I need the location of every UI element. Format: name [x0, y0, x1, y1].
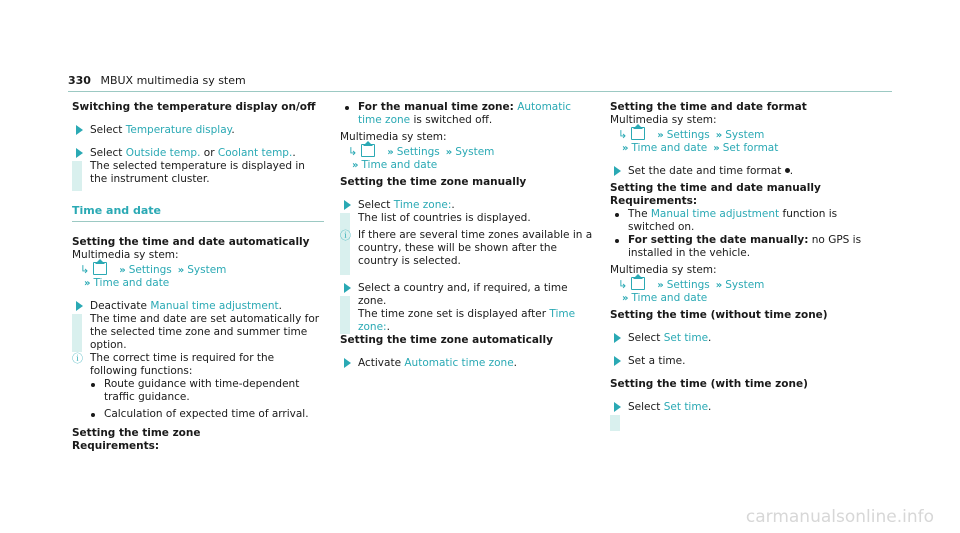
bullet-dot-icon: [785, 168, 790, 173]
nav-time-date[interactable]: Time and date: [93, 277, 170, 289]
nav-path: [72, 262, 324, 277]
step-block: [610, 401, 868, 414]
multimedia-label: Multimedia sy stem:: [340, 131, 447, 143]
nav-system[interactable]: System: [725, 279, 765, 291]
nav-settings[interactable]: Settings: [666, 129, 710, 141]
heading-temp-display: Switching the temperature display on/off: [72, 101, 316, 113]
link-manual-time-adjustment[interactable]: Manual time adjustment: [650, 208, 780, 220]
multimedia-label: Multimedia sy stem:: [610, 264, 717, 276]
chevron-icon: »: [657, 130, 664, 141]
nav-system[interactable]: System: [725, 129, 765, 141]
step-text: Activate: [358, 357, 405, 369]
list-item: [340, 101, 593, 127]
bullet-bold: For setting the date manually:: [628, 234, 809, 246]
link-manual-time-adjustment[interactable]: Manual time adjustment: [150, 300, 279, 312]
link-automatic-time-zone[interactable]: Automatic time zone: [358, 101, 572, 126]
step-text: .: [386, 321, 390, 333]
nav-path-2: [340, 159, 593, 172]
step-arrow-icon: [614, 333, 621, 343]
chevron-icon: »: [622, 293, 629, 304]
link-automatic-time-zone-2[interactable]: Automatic time zone: [404, 357, 514, 369]
nav-set-format[interactable]: Set format: [722, 142, 779, 154]
step-block: [340, 199, 593, 268]
step-set-a-time: [610, 355, 868, 368]
link-temperature-display[interactable]: Temperature display: [125, 124, 232, 136]
page-header: [68, 74, 246, 87]
step-select-set-time: [610, 332, 868, 345]
path-arrow-icon: ↳: [80, 263, 90, 276]
nav-time-date[interactable]: Time and date: [631, 142, 708, 154]
list-item: [610, 234, 868, 260]
step-arrow-icon: [614, 166, 621, 176]
column-2: [340, 101, 593, 370]
info-note: [72, 352, 324, 378]
step-result-text: The selected temperature is displayed in the instrument cluster.: [90, 160, 305, 185]
bullet-text: The: [628, 208, 651, 220]
step-text: Select: [628, 401, 664, 413]
step-arrow-icon: [614, 402, 621, 412]
note-text: The correct time is required for the following functions:: [90, 352, 275, 377]
list-item: Calculation of expected time of arrival.: [86, 408, 324, 421]
info-icon: ⓘ: [340, 229, 351, 242]
info-note: [340, 229, 593, 268]
heading-auto-zone: Setting the time zone automatically: [340, 334, 553, 346]
nav-path: [610, 277, 868, 292]
path-arrow-icon: ↳: [618, 128, 628, 141]
step-deactivate-manual: [72, 300, 324, 352]
header-title: MBUX multimedia sy stem: [100, 74, 246, 87]
step-set-format: Set the date and time format .: [610, 165, 868, 178]
step-text: Select: [90, 124, 126, 136]
link-outside-temp[interactable]: Outside temp.: [125, 147, 201, 159]
heading-time-no-zone: Setting the time (without time zone): [610, 309, 828, 321]
multimedia-label: Multimedia sy stem:: [610, 114, 717, 126]
info-icon: ⓘ: [72, 352, 83, 365]
chevron-icon: »: [713, 143, 720, 154]
bullet-bold: For the manual time zone:: [358, 101, 514, 113]
step-bar: [610, 415, 620, 431]
nav-time-date[interactable]: Time and date: [631, 292, 708, 304]
chevron-icon: »: [715, 280, 723, 291]
link-set-time-2[interactable]: Set time: [663, 401, 709, 413]
heading-time-with-zone: Setting the time (with time zone): [610, 378, 808, 390]
heading-time-zone: Setting the time zone: [72, 427, 201, 439]
step-activate-auto-zone: [340, 357, 593, 370]
header-rule: [68, 91, 892, 92]
path-arrow-icon: ↳: [618, 278, 628, 291]
nav-path-2: [610, 292, 868, 305]
step-select-temp-display: [72, 124, 324, 137]
step-result-text: The list of countries is displayed.: [358, 212, 531, 224]
step-block: [340, 282, 593, 334]
home-icon[interactable]: [631, 277, 645, 290]
step-text: .: [278, 300, 282, 312]
home-icon[interactable]: [93, 262, 107, 275]
nav-path-2: [610, 142, 868, 155]
column-1: [72, 101, 324, 453]
chevron-icon: »: [657, 280, 664, 291]
chevron-icon: »: [84, 278, 91, 289]
list-item: Route guidance with time-dependent traffic guidance.: [86, 378, 324, 404]
bullet-text: function is switched on.: [628, 208, 838, 233]
nav-settings[interactable]: Settings: [128, 264, 172, 276]
step-text: Set the date and time format: [628, 165, 785, 177]
link-time-zone[interactable]: Time zone:: [393, 199, 452, 211]
step-text: Select: [628, 332, 664, 344]
link-set-time[interactable]: Set time: [663, 332, 709, 344]
requirements-label: Requirements:: [72, 440, 160, 452]
heading-manual-time: Setting the time and date manually: [610, 182, 821, 194]
nav-path: [340, 144, 593, 159]
step-block: [72, 147, 324, 186]
step-text: .: [513, 357, 518, 369]
step-result-text: The time zone set is displayed after: [358, 308, 550, 320]
step-text: .: [231, 124, 235, 136]
step-result-text: The time and date are set automatically for the selected time zone and summer time option.: [90, 313, 320, 351]
step-select-time-zone: [340, 199, 593, 225]
link-time-zone-2[interactable]: Time zone:: [358, 308, 576, 333]
step-text: .: [708, 332, 712, 344]
step-block: [72, 300, 324, 352]
chevron-icon: »: [177, 265, 185, 276]
heading-format: Setting the time and date format: [610, 101, 807, 113]
step-select-country: [340, 282, 593, 334]
nav-settings[interactable]: Settings: [666, 279, 710, 291]
bullet-text: no GPS is installed in the vehicle.: [628, 234, 862, 259]
step-arrow-icon: [76, 301, 83, 311]
chevron-icon: »: [352, 160, 359, 171]
chevron-icon: »: [445, 147, 453, 158]
chevron-icon: »: [622, 143, 629, 154]
chevron-icon: »: [387, 147, 394, 158]
step-select-set-time-2: [610, 401, 868, 414]
step-text: .: [292, 147, 296, 159]
heading-manual-zone: Setting the time zone manually: [340, 176, 527, 188]
home-icon[interactable]: [361, 144, 375, 157]
step-text: .: [708, 401, 712, 413]
list-item: [610, 208, 868, 234]
note-text: If there are several time zones available in a country, these will be shown after the country is selected.: [358, 229, 593, 267]
nav-time-date[interactable]: Time and date: [361, 159, 438, 171]
bullet-text: is switched off.: [410, 114, 493, 126]
step-text: or: [200, 147, 218, 159]
step-arrow-icon: [614, 356, 621, 366]
page-number: 330: [68, 74, 91, 87]
step-arrow-icon: [344, 358, 351, 368]
column-3: [610, 101, 868, 414]
step-text: .: [451, 199, 455, 211]
step-select-outside-coolant: [72, 147, 324, 186]
step-text: Select a country and, if required, a time zone.: [358, 282, 568, 307]
nav-system[interactable]: System: [455, 146, 495, 158]
step-text: Select: [358, 199, 394, 211]
step-text: Select: [90, 147, 126, 159]
path-arrow-icon: ↳: [348, 145, 358, 158]
multimedia-label: Multimedia sy stem:: [72, 249, 179, 261]
section-title-time-date: Time and date: [72, 204, 161, 217]
chevron-icon: »: [119, 265, 126, 276]
step-text: Deactivate: [90, 300, 151, 312]
chevron-icon: »: [715, 130, 723, 141]
note-bullets: [72, 378, 324, 421]
step-arrow-icon: [76, 125, 83, 135]
step-arrow-icon: [344, 283, 351, 293]
nav-path-2: [72, 277, 324, 290]
step-arrow-icon: [76, 148, 83, 158]
link-coolant-temp[interactable]: Coolant temp.: [217, 147, 293, 159]
nav-settings[interactable]: Settings: [396, 146, 440, 158]
home-icon[interactable]: [631, 127, 645, 140]
step-text: Set a time.: [628, 355, 686, 367]
nav-system[interactable]: System: [187, 264, 227, 276]
heading-auto-time: Setting the time and date automatically: [72, 236, 310, 248]
step-arrow-icon: [344, 200, 351, 210]
requirements-label: Requirements:: [610, 195, 698, 207]
watermark: carmanualsonline.info: [745, 507, 934, 527]
nav-path: [610, 127, 868, 142]
